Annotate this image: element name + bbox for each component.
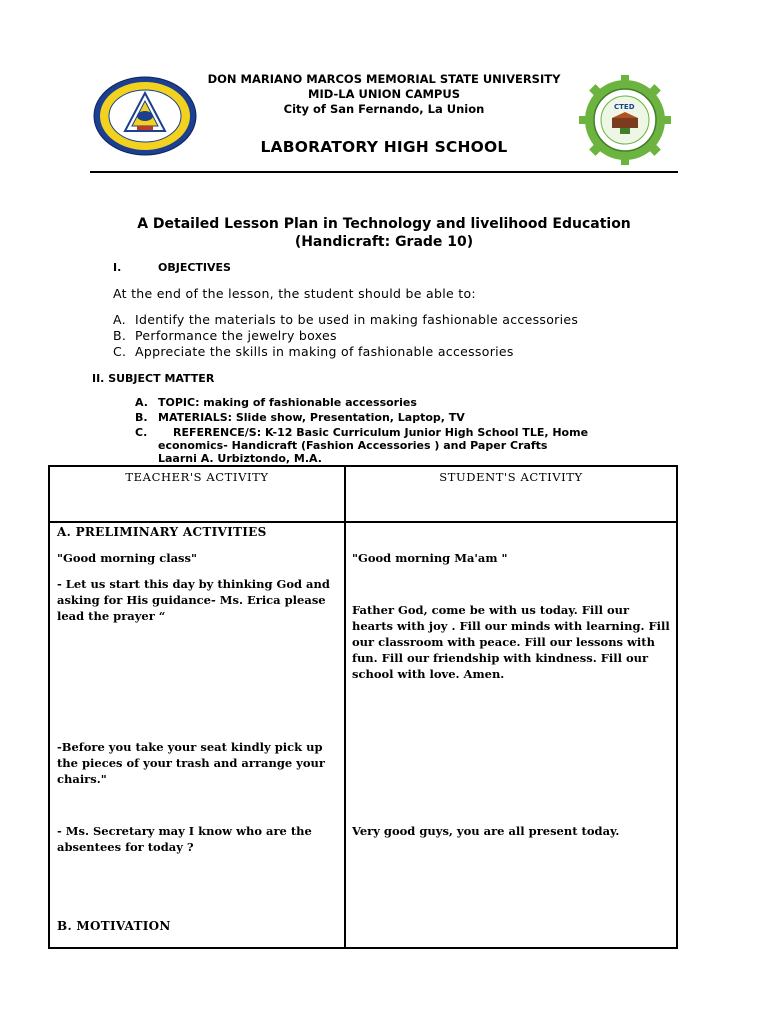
campus-name: MID-LA UNION CAMPUS [308, 87, 460, 101]
city-name: City of San Fernando, La Union [283, 102, 485, 116]
teacher-trash-line: -Before you take your seat kindly pick up [57, 740, 323, 754]
objective-item: Performance the jewelry boxes [135, 328, 337, 343]
student-greeting: "Good morning Ma'am " [352, 551, 508, 565]
subject-materials: MATERIALS: Slide show, Presentation, Laptop, TV [158, 411, 465, 424]
activity-table [48, 465, 678, 949]
student-prayer-line: Father God, come be with us today. Fill our [352, 603, 630, 617]
objectives-heading: OBJECTIVES [158, 261, 231, 274]
teacher-prayer-line: lead the prayer “ [57, 609, 166, 623]
objective-item: Identify the materials to be used in making fashionable accessories [135, 312, 579, 327]
objective-letter-b: B. [113, 328, 127, 343]
student-activity-cell [345, 522, 677, 948]
header-divider [90, 171, 678, 173]
teacher-absentees-line: - Ms. Secretary may I know who are the [57, 824, 312, 838]
objective-letter-c: C. [113, 344, 127, 359]
teacher-prayer-line: asking for His guidance- Ms. Erica please [57, 593, 326, 607]
student-activity-header: STUDENT'S ACTIVITY [439, 470, 583, 484]
subject-letter-c: C. [135, 426, 148, 439]
objectives-intro: At the end of the lesson, the student should be able to: [113, 286, 476, 301]
student-activity-header-cell [345, 466, 677, 522]
teacher-absentees-line: absentees for today ? [57, 840, 194, 854]
teacher-trash-line: the pieces of your trash and arrange your [57, 756, 325, 770]
objective-letter-a: A. [113, 312, 126, 327]
teacher-activity-header-cell [49, 466, 345, 522]
subject-letter-b: B. [135, 411, 148, 424]
subject-reference-author: Laarni A. Urbiztondo, M.A. [158, 452, 322, 465]
objective-item: Appreciate the skills in making of fashionable accessories [135, 344, 514, 359]
school-name: LABORATORY HIGH SCHOOL [260, 138, 508, 156]
student-prayer-line: fun. Fill our friendship with kindness. Fill our [352, 651, 649, 665]
objectives-number: I. [113, 261, 122, 274]
cted-logo-label: CTED [614, 103, 635, 111]
subject-reference: REFERENCE/S: K-12 Basic Curriculum Junior High School TLE, Home [173, 426, 589, 439]
teacher-trash-line: chairs." [57, 772, 107, 786]
lesson-plan-subtitle: (Handicraft: Grade 10) [294, 234, 474, 250]
student-prayer-line: our classroom with peace. Fill our lessons with [352, 635, 655, 649]
teacher-activity-header: TEACHER'S ACTIVITY [125, 470, 269, 484]
lesson-plan-title: A Detailed Lesson Plan in Technology and livelihood Education [137, 216, 631, 232]
student-prayer-line: school with love. Amen. [352, 667, 505, 681]
teacher-greeting: "Good morning class" [57, 551, 197, 565]
student-prayer-line: hearts with joy . Fill our minds with learning. Fill [352, 619, 670, 633]
university-name: DON MARIANO MARCOS MEMORIAL STATE UNIVERSITY [207, 72, 561, 86]
subject-reference-cont: economics- Handicraft (Fashion Accessories ) and Paper Crafts [158, 439, 548, 452]
preliminary-activities-heading: A. PRELIMINARY ACTIVITIES [57, 525, 267, 539]
subject-letter-a: A. [135, 396, 148, 409]
teacher-activity-cell [49, 522, 345, 948]
subject-topic: TOPIC: making of fashionable accessories [158, 396, 417, 409]
student-present-line: Very good guys, you are all present today. [352, 824, 620, 838]
motivation-heading: B. MOTIVATION [57, 919, 171, 933]
teacher-prayer-line: - Let us start this day by thinking God and [57, 577, 330, 591]
subject-matter-heading: II. SUBJECT MATTER [92, 372, 215, 385]
